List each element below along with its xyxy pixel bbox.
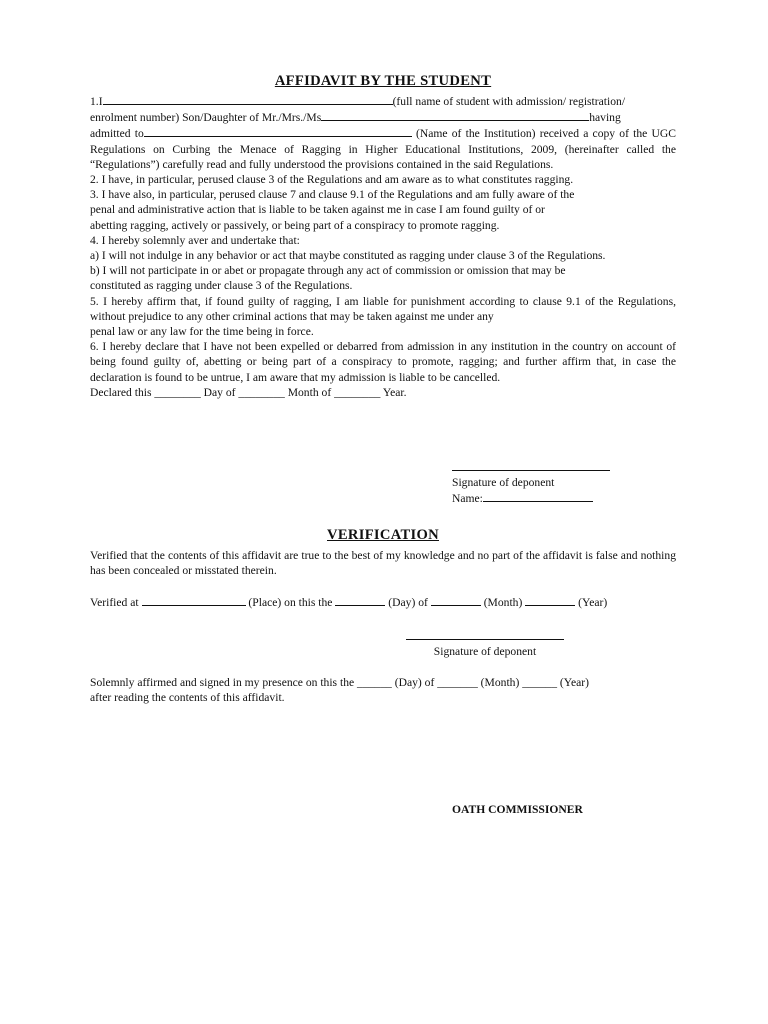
paragraph-4b-line-2: constituted as ragging under clause 3 of the Regulations. (90, 279, 353, 293)
deponent-name-blank[interactable] (483, 490, 593, 502)
institution-name-blank[interactable] (144, 125, 412, 137)
verification-signature-line[interactable] (406, 639, 564, 640)
affidavit-document (90, 72, 677, 816)
paragraph-1-rest (90, 125, 676, 172)
p1-prefix: 1.I (90, 95, 103, 108)
paragraph-3-line-3: abetting ragging, actively or passively, or being part of a conspiracy to promote ragging. (90, 218, 500, 232)
p1-admitted-label: admitted to (90, 127, 144, 141)
verification-text: Verified that the contents of this affidavit are true to the best of my knowledge and no part of the affidavit is false and nothing has been concealed or misstated therein. (90, 549, 676, 578)
place-label: (Place) on this the (248, 596, 333, 610)
verified-at-row (90, 594, 676, 610)
paragraph-2: 2. I have, in particular, perused clause 3 of the Regulations and am aware as to what constitutes ragging. (90, 173, 574, 187)
solemn-affirmation-line-2: after reading the contents of this affidavit. (90, 691, 285, 705)
verified-year-blank[interactable] (525, 594, 575, 606)
verification-signature-label: Signature of deponent (433, 645, 537, 658)
parent-name-blank[interactable] (321, 109, 589, 121)
paragraph-3-line-1: 3. I have also, in particular, perused clause 7 and clause 9.1 of the Regulations and am fully aware of the (90, 188, 575, 202)
deponent-name-row (452, 490, 610, 506)
solemn-affirmation-line-1: Solemnly affirmed and signed in my presence on this the ______ (Day) of _______ (Month) ______ (Year) (90, 676, 589, 689)
deponent-signature-block (452, 470, 610, 506)
verified-month-blank[interactable] (431, 594, 481, 606)
verified-year-label: (Year) (578, 596, 608, 610)
paragraph-5: 5. I hereby affirm that, if found guilty of ragging, I am liable for punishment according to clause 9.1 of the Regulations, without prejudice to any other criminal actions that may be taken against me under any (90, 294, 676, 323)
verified-day-blank[interactable] (335, 594, 385, 606)
paragraph-3-line-2: penal and administrative action that is liable to be taken against me in case I am found guilty of or (90, 203, 545, 217)
verification-title: VERIFICATION (327, 527, 439, 543)
paragraph-4a: a) I will not indulge in any behavior or act that maybe constituted as ragging under clause 3 of the Regulations. (90, 249, 606, 263)
affidavit-title: AFFIDAVIT BY THE STUDENT (274, 73, 492, 89)
paragraph-1-line-1 (90, 93, 676, 109)
verified-day-label: (Day) of (388, 596, 428, 610)
paragraph-4b-line-1: b) I will not participate in or abet or propagate through any act of commission or omission that may be (90, 264, 566, 278)
solemn-affirmation-block (90, 675, 676, 705)
paragraph-1-line-2 (90, 109, 676, 125)
paragraph-4: 4. I hereby solemnly aver and undertake that: (90, 233, 300, 247)
student-name-blank[interactable] (103, 93, 393, 105)
paragraph-6: 6. I hereby declare that I have not been expelled or debarred from admission in any institution in the country on account of being found guilty of, abetting or being part of a conspiracy to promote, ragging; and further affirm that, in case the declaration is found to be untrue, I am aware that my admission is liable to be cancelled. (90, 340, 676, 384)
verified-month-label: (Month) (483, 596, 523, 610)
deponent-name-label: Name: (452, 492, 483, 506)
deponent-signature-line[interactable] (452, 470, 610, 471)
verification-signature-block (406, 639, 564, 659)
verification-block (90, 548, 676, 611)
p1-institution-text: (Name of the Institution) received a copy of the UGC Regulations on Curbing the Menace of Ragging in Higher Educational Institutions, 2009, (hereinafter called the “Regulations”) carefully read and fully understood the provisions contained in the said Regulations. (90, 127, 677, 171)
declared-line: Declared this ________ Day of ________ Month of ________ Year. (90, 385, 407, 399)
p1-name-hint: (full name of student with admission/ registration/ (392, 95, 626, 108)
p1-having: having (589, 111, 621, 125)
deponent-signature-label: Signature of deponent (452, 476, 555, 489)
oath-commissioner-label: OATH COMMISSIONER (452, 803, 583, 816)
paragraph-5-line-3: penal law or any law for the time being in force. (90, 325, 314, 339)
verified-at-label: Verified at (90, 596, 139, 610)
p1-parent-label: enrolment number) Son/Daughter of Mr./Mrs./Ms (90, 111, 322, 125)
place-blank[interactable] (142, 594, 246, 606)
